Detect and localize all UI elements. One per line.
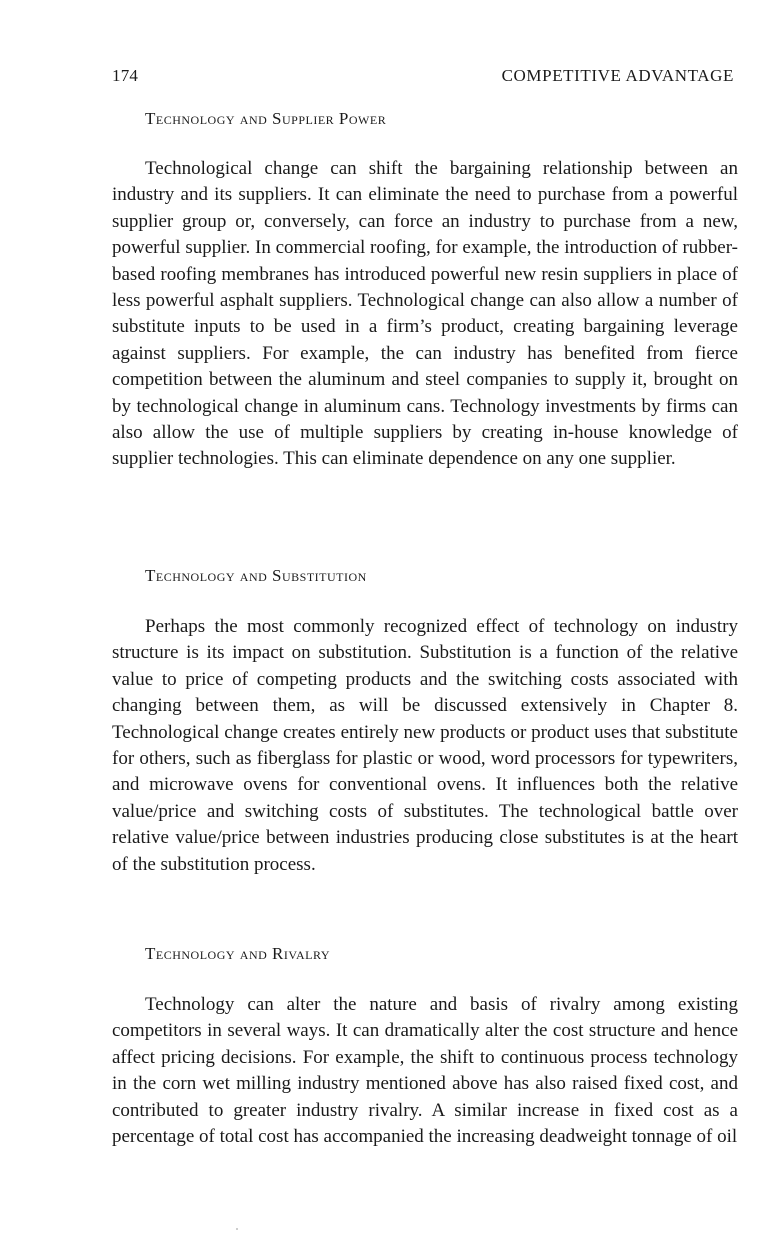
paragraph-supplier-power: Technological change can shift the bargaining relationship between an industry and its suppliers. It can eliminate the need to purchase from a powerful supplier group or, conversely, can force an industry to purchase from a new, powerful supplier. In commercial roofing, for example, the introduction of rubber-based roofing membranes has introduced powerful new resin suppliers in place of less powerful asphalt suppliers. Technological change can also allow a number of substitute inputs to be used in a firm’s product, creating bargaining leverage against suppliers. For example, the can industry has benefited from fierce competition between the aluminum and steel companies to supply it, brought on by technological change in aluminum cans. Technology investments by firms can also allow the use of multiple suppliers by creating in-house knowledge of supplier technologies. This can eliminate dependence on any one supplier. (112, 158, 738, 470)
scan-speck (236, 1228, 238, 1230)
running-head-title: COMPETITIVE ADVANTAGE (501, 66, 734, 85)
paragraph-substitution: Perhaps the most commonly recognized effect of technology on industry structure is its impact on substitution. Substitution is a function of the relative value to price of competing products and the switching costs associated with changing between them, as will be discussed extensively in Chapter 8. Technological change creates entirely new products or product uses that substitute for others, such as fiberglass for plastic or wood, word processors for typewriters, and microwave ovens for conventional ovens. It influences both the relative value/​price and switching costs of substitutes. The technological battle over relative value/price between industries producing close substitutes is at the heart of the substitution process. (112, 616, 738, 875)
page-number: 174 (112, 66, 139, 85)
section-heading-substitution: Technology and Substitution (145, 566, 367, 585)
paragraph-rivalry: Technology can alter the nature and basis of rivalry among existing competitors in several ways. It can dramatically alter the cost structure and hence affect pricing decisions. For example, the shift to continuous process technology in the corn wet milling industry mentioned above has also raised fixed cost, and contributed to greater industry rivalry. A similar increase in fixed cost as a percentage of total cost has accompanied the increasing deadweight tonnage of oil (112, 994, 738, 1148)
running-head (112, 66, 734, 92)
section-heading-rivalry: Technology and Rivalry (145, 944, 331, 963)
section-heading-supplier-power: Technology and Supplier Power (145, 109, 387, 128)
